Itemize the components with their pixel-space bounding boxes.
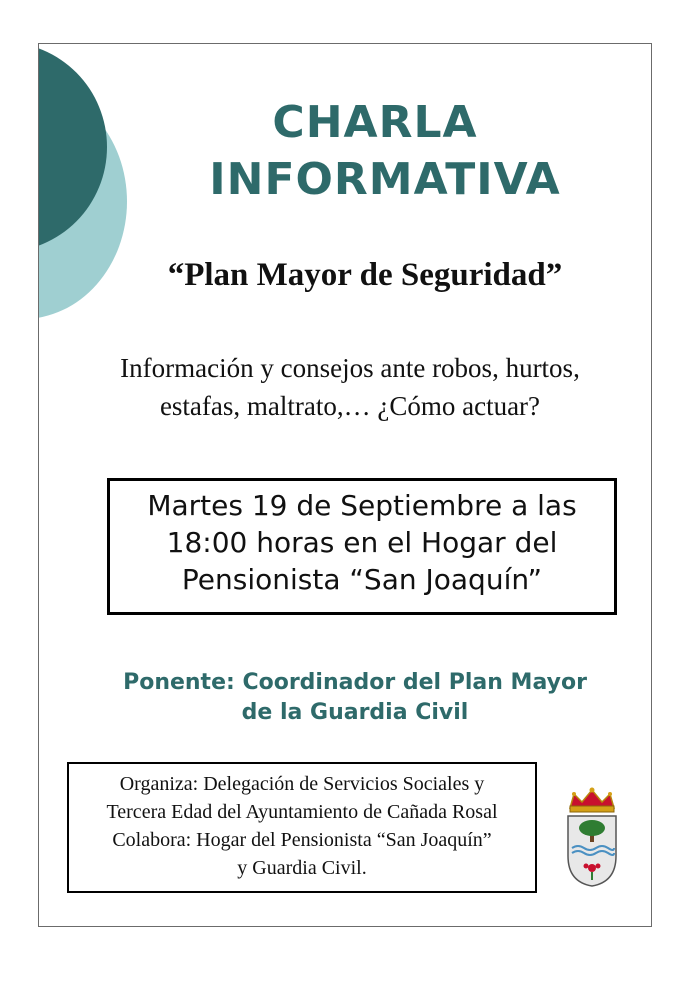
event-line: 18:00 horas en el Hogar del xyxy=(166,526,558,559)
poster-title-line1: CHARLA xyxy=(272,97,478,148)
poster-subtitle: “Plan Mayor de Seguridad” xyxy=(167,257,563,293)
speaker-line: de la Guardia Civil xyxy=(241,700,469,725)
intro-line: Información y consejos ante robos, hurtos, xyxy=(120,353,580,383)
event-details-box xyxy=(107,478,617,615)
event-line: Pensionista “San Joaquín” xyxy=(181,563,543,596)
intro-line: estafas, maltrato,… ¿Cómo actuar? xyxy=(159,391,541,421)
speaker-line: Ponente: Coordinador del Plan Mayor xyxy=(123,670,587,695)
municipal-coat-of-arms-icon xyxy=(564,786,620,890)
intro-text xyxy=(69,349,631,425)
event-line: Martes 19 de Septiembre a las xyxy=(147,489,577,522)
organizer-line: Colabora: Hogar del Pensionista “San Joaquín” xyxy=(112,829,492,851)
organizer-line: Tercera Edad del Ayuntamiento de Cañada Rosal xyxy=(106,801,498,823)
poster-title-line2: INFORMATIVA xyxy=(209,154,561,205)
poster-page xyxy=(38,43,652,927)
organizers-box xyxy=(67,762,537,893)
organizer-line: Organiza: Delegación de Servicios Sociales y xyxy=(119,773,485,795)
organizer-line: y Guardia Civil. xyxy=(237,857,367,879)
speaker-text xyxy=(79,668,631,728)
